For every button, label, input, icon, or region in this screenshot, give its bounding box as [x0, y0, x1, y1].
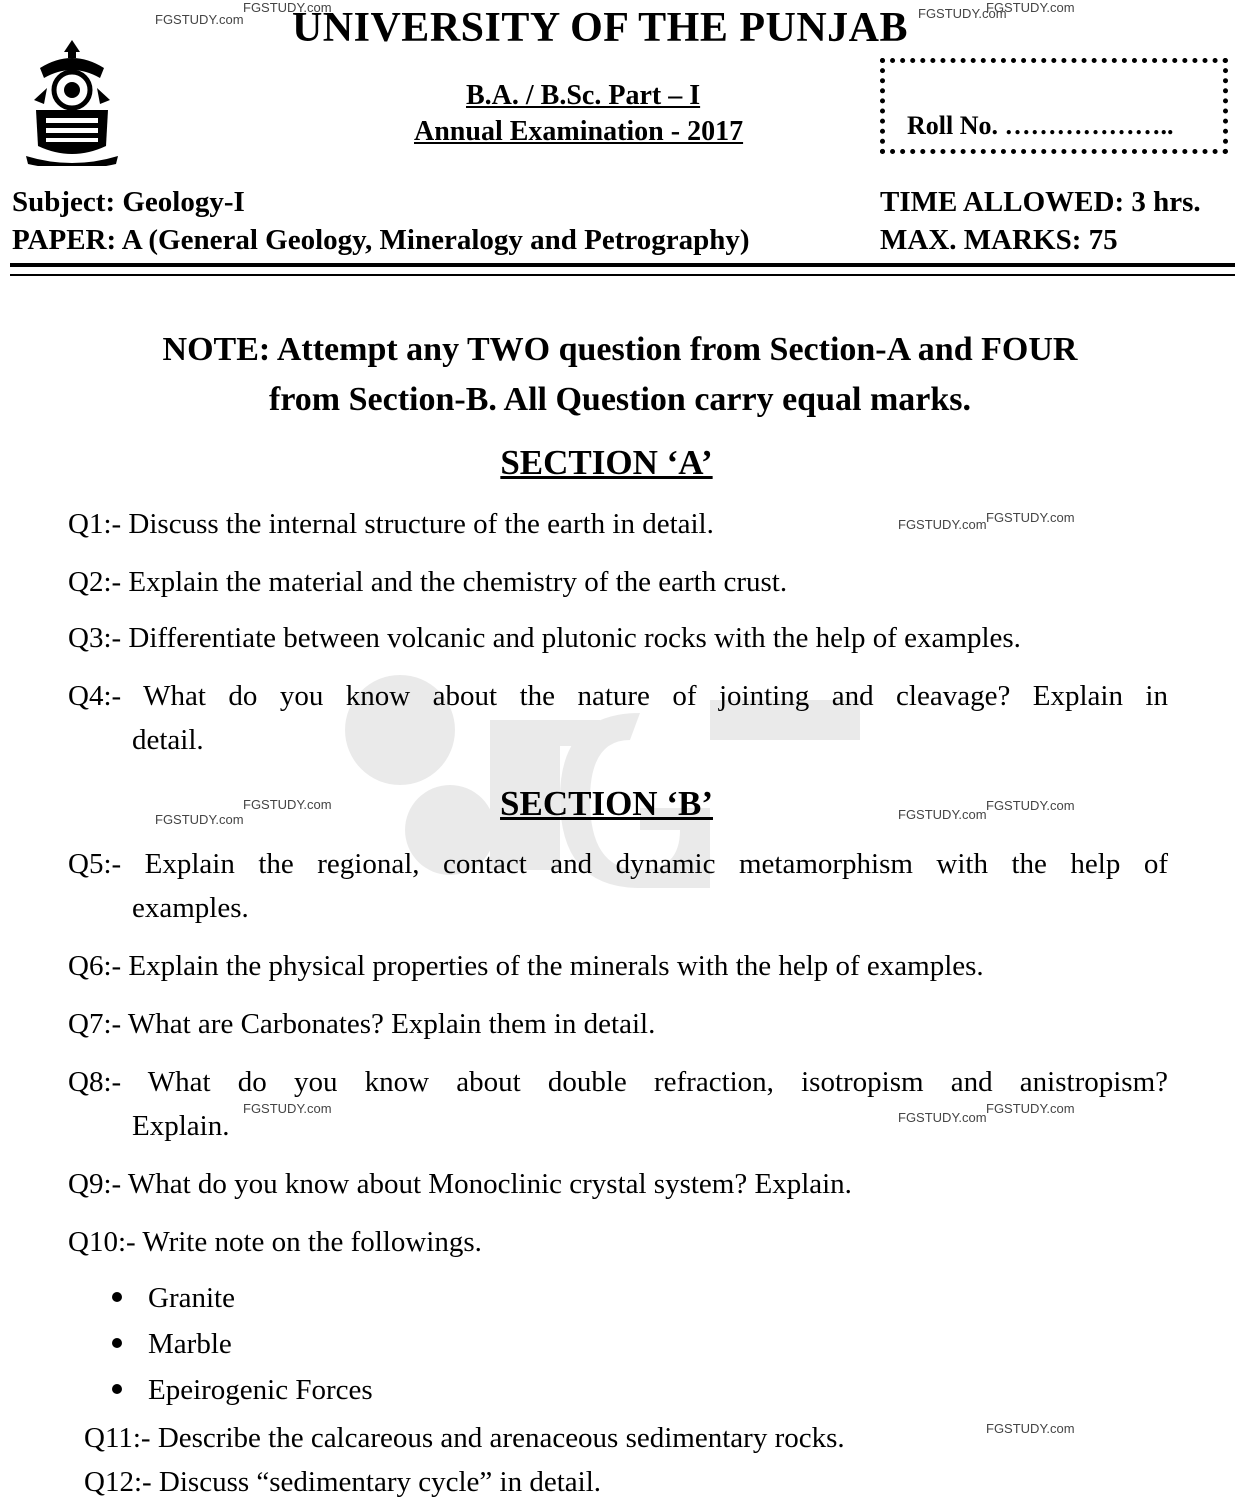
question-11: Q11:- Describe the calcareous and arenaceous sedimentary rocks.: [84, 1422, 845, 1454]
list-item: [112, 1282, 235, 1315]
question-1: Q1:- Discuss the internal structure of the earth in detail.: [68, 508, 714, 540]
watermark-text: FGSTUDY.com: [986, 510, 1075, 525]
question-4-line-1: Q4:- What do you know about the nature of jointing and cleavage? Explain in: [68, 680, 1168, 712]
roll-number-box: [880, 58, 1228, 154]
question-9: Q9:- What do you know about Monoclinic crystal system? Explain.: [68, 1168, 852, 1200]
question-12: Q12:- Discuss “sedimentary cycle” in detail.: [84, 1466, 602, 1498]
question-2: Q2:- Explain the material and the chemistry of the earth crust.: [68, 566, 788, 598]
exam-heading: Annual Examination - 2017: [414, 116, 744, 147]
watermark-text: FGSTUDY.com: [243, 797, 332, 812]
watermark-text: FGSTUDY.com: [986, 1101, 1075, 1116]
question-4: [68, 674, 1168, 762]
question-6: Q6:- Explain the physical properties of the minerals with the help of examples.: [68, 950, 984, 982]
list-item-label: Marble: [148, 1328, 232, 1360]
question-5-line-1: Q5:- Explain the regional, contact and dynamic metamorphism with the help of: [68, 848, 1168, 880]
list-item-label: Granite: [148, 1282, 235, 1314]
question-7: Q7:- What are Carbonates? Explain them in detail.: [68, 1008, 656, 1040]
bullet-icon: [112, 1384, 122, 1394]
question-4-line-2: detail.: [132, 724, 204, 756]
university-crest-icon: [22, 38, 122, 166]
watermark-text: FGSTUDY.com: [155, 812, 244, 827]
paper-label: PAPER: A (General Geology, Mineralogy and Petrography): [12, 224, 750, 256]
watermark-text: FGSTUDY.com: [986, 0, 1075, 15]
question-5: [68, 842, 1168, 930]
note-line-1: NOTE: Attempt any TWO question from Section-A and FOUR: [162, 331, 1078, 368]
question-3: Q3:- Differentiate between volcanic and plutonic rocks with the help of examples.: [68, 622, 1021, 654]
question-8: [68, 1060, 1168, 1148]
section-a-title: SECTION ‘A’: [500, 443, 713, 482]
list-item: [112, 1374, 373, 1407]
watermark-text: FGSTUDY.com: [918, 6, 1007, 21]
max-marks-label: MAX. MARKS: 75: [880, 224, 1118, 256]
section-b-title: SECTION ‘B’: [500, 784, 713, 823]
question-5-line-2: examples.: [132, 892, 249, 924]
header-divider-thin: [10, 274, 1235, 276]
roll-number-label: Roll No. ………………..: [907, 111, 1174, 140]
watermark-text: FGSTUDY.com: [243, 1101, 332, 1116]
university-title: UNIVERSITY OF THE PUNJAB: [291, 5, 909, 51]
watermark-text: FGSTUDY.com: [898, 1110, 987, 1125]
watermark-text: FGSTUDY.com: [986, 1421, 1075, 1436]
program-heading: B.A. / B.Sc. Part – I: [466, 80, 701, 111]
bullet-icon: [112, 1338, 122, 1348]
time-allowed-label: TIME ALLOWED: 3 hrs.: [880, 186, 1201, 218]
question-8-line-1: Q8:- What do you know about double refraction, isotropism and anistropism?: [68, 1066, 1168, 1098]
watermark-text: FGSTUDY.com: [898, 807, 987, 822]
list-item: [112, 1328, 232, 1361]
watermark-text: FGSTUDY.com: [243, 0, 332, 15]
list-item-label: Epeirogenic Forces: [148, 1374, 373, 1406]
watermark-text: FGSTUDY.com: [155, 12, 244, 27]
note-line-2: from Section-B. All Question carry equal marks.: [269, 381, 971, 418]
header-divider: [10, 263, 1235, 267]
instructions-note: [60, 325, 1180, 425]
watermark-text: FGSTUDY.com: [986, 798, 1075, 813]
bullet-icon: [112, 1292, 122, 1302]
watermark-text: FGSTUDY.com: [898, 517, 987, 532]
question-8-line-2: Explain.: [132, 1110, 230, 1142]
subject-label: Subject: Geology-I: [12, 186, 245, 218]
question-10: Q10:- Write note on the followings.: [68, 1226, 482, 1258]
